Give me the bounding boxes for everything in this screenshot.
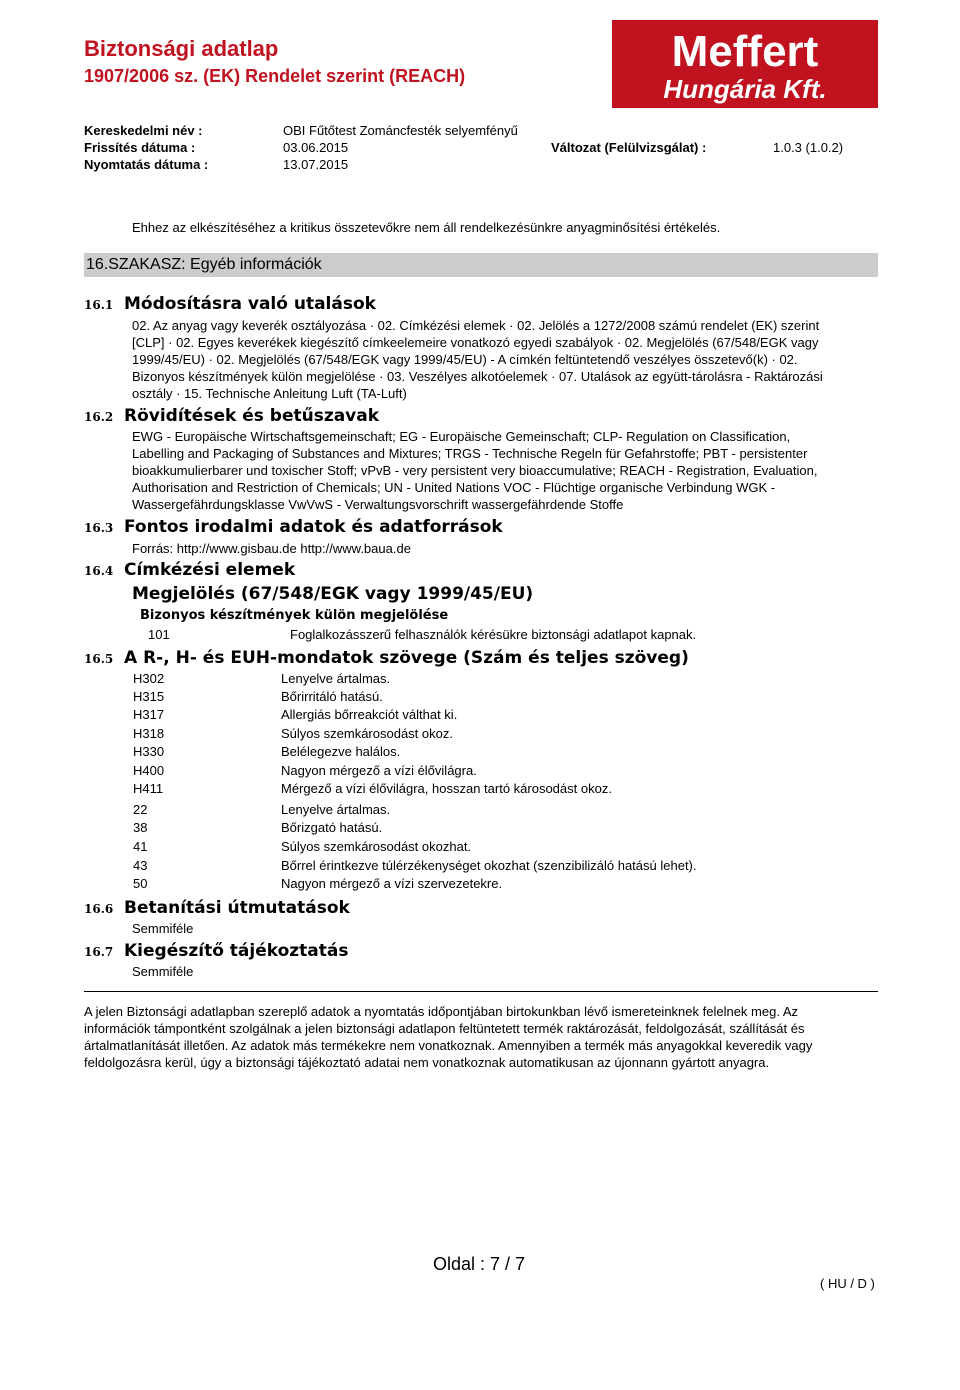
- subsection-title: Kiegészítő tájékoztatás: [124, 941, 349, 961]
- revision-date-value: 03.06.2015: [283, 140, 349, 155]
- paragraph-line: 1999/45/EU) · 02. Megjelölés (67/548/EGK vagy 1999/45/EU) - A címkén feltüntetendő veszélyes összetevő(k) · 02.: [132, 352, 798, 367]
- language-code: ( HU / D ): [820, 1276, 875, 1291]
- labelling-subsubtitle: Bizonyos készítmények külön megjelölése: [140, 608, 449, 623]
- revision-date-label: Frissítés dátuma :: [84, 140, 196, 155]
- labelling-subtitle: Megjelölés (67/548/EGK vagy 1999/45/EU): [132, 584, 534, 604]
- subsection-title: Módosításra való utalások: [124, 294, 376, 314]
- labelling-code: 101: [148, 627, 170, 642]
- r-code: 41: [133, 839, 148, 854]
- r-text: Nagyon mérgező a vízi szervezetekre.: [281, 876, 503, 891]
- subsection-title: Fontos irodalmi adatok és adatforrások: [124, 517, 503, 537]
- divider: [84, 991, 878, 992]
- h-code: H400: [133, 763, 165, 778]
- h-text: Mérgező a vízi élővilágra, hosszan tartó károsodást okoz.: [281, 781, 612, 796]
- h-code: H318: [133, 726, 165, 741]
- page-number: Oldal : 7 / 7: [433, 1254, 526, 1274]
- subsection-number: 16.7: [84, 945, 114, 959]
- paragraph-line: Wassergefährdungsklasse VwVwS - Verwaltungsvorschrift wassergefährdende Stoffe: [132, 497, 624, 512]
- print-date-label: Nyomtatás dátuma :: [84, 157, 209, 172]
- r-code: 22: [133, 802, 148, 817]
- version-value: 1.0.3 (1.0.2): [773, 140, 844, 155]
- r-text: Súlyos szemkárosodást okozhat.: [281, 839, 472, 854]
- subsection-number: 16.3: [84, 521, 114, 535]
- subsection-number: 16.1: [84, 298, 114, 312]
- h-code: H317: [133, 707, 165, 722]
- r-text: Lenyelve ártalmas.: [281, 802, 391, 817]
- intro-note: Ehhez az elkészítéséhez a kritikus összetevőkre nem áll rendelkezésünkre anyagminősítési értékelés.: [132, 220, 721, 235]
- h-text: Nagyon mérgező a vízi élővilágra.: [281, 763, 477, 778]
- h-code: H411: [133, 781, 164, 796]
- svg-text:Meffert: Meffert: [671, 27, 819, 76]
- sources-text: Forrás: http://www.gisbau.de http://www.baua.de: [132, 541, 411, 556]
- subsection-number: 16.4: [84, 564, 114, 578]
- subsection-title: Rövidítések és betűszavak: [124, 406, 380, 426]
- print-date-value: 13.07.2015: [283, 157, 349, 172]
- paragraph-line: osztály · 15. Technische Anleitung Luft (TA-Luft): [132, 386, 407, 401]
- disclaimer-line: információk támpontként szolgálnak a jelen biztonsági adatlapon feltüntetett termék raktározását, feldolgozását, szállítását és: [84, 1021, 805, 1036]
- trade-name-value: OBI Fűtőtest Zománcfesték selyemfényű: [283, 123, 518, 138]
- disclaimer-line: ártalmatlanítását illetően. Az adatok más termékekre nem vonatkoznak. Amennyiben a termék más anyagokkal keveredik vagy: [84, 1038, 813, 1053]
- r-code: 38: [133, 820, 148, 835]
- h-text: Allergiás bőrreakciót válthat ki.: [281, 707, 458, 722]
- document-title: Biztonsági adatlap: [84, 36, 279, 61]
- disclaimer-line: feldolgozásra kerül, úgy a biztonsági tájékoztató adatai nem vonatkoznak automatikusan az újonnann gyártott anyagra.: [84, 1055, 770, 1070]
- r-code: 43: [133, 858, 148, 873]
- paragraph-line: Authorisation and Restriction of Chemicals; UN - United Nations VOC - Flüchtige organische Verbindung WGK -: [132, 480, 776, 495]
- h-code: H302: [133, 671, 165, 686]
- subsection-number: 16.2: [84, 410, 114, 424]
- version-label: Változat (Felülvizsgálat) :: [551, 140, 707, 155]
- h-text: Súlyos szemkárosodást okoz.: [281, 726, 453, 741]
- paragraph-line: Bizonyos készítmények külön megjelölése · 03. Veszélyes alkotóelemek · 07. Utalások az együtt-tárolásra - Raktározási: [132, 369, 823, 384]
- subsection-title: A R-, H- és EUH-mondatok szövege (Szám és teljes szöveg): [124, 648, 689, 668]
- h-text: Lenyelve ártalmas.: [281, 671, 391, 686]
- r-code: 50: [133, 876, 148, 891]
- h-text: Belélegezve halálos.: [281, 744, 401, 759]
- paragraph-line: Labelling and Packaging of Substances and Mixtures; TRGS - Technische Regeln für Gefahrstoffe; PBT - persistenter: [132, 446, 808, 461]
- paragraph-line: EWG - Europäische Wirtschaftsgemeinschaft; EG - Europäische Gemeinschaft; CLP- Regulation on Classification,: [132, 429, 791, 444]
- subsection-title: Címkézési elemek: [124, 560, 296, 580]
- h-text: Bőrirritáló hatású.: [281, 689, 383, 704]
- additional-info-text: Semmiféle: [132, 964, 194, 979]
- section-title: 16.SZAKASZ: Egyéb információk: [86, 256, 322, 273]
- h-code: H330: [133, 744, 165, 759]
- training-text: Semmiféle: [132, 921, 194, 936]
- paragraph-line: bioakkumulierbarer und toxischer Stoff; vPvB - very persistent very bioaccumulative; REACH - Registration, Evaluation,: [132, 463, 818, 478]
- company-logo: [612, 20, 878, 108]
- h-code: H315: [133, 689, 165, 704]
- labelling-text: Foglalkozásszerű felhasználók kérésükre biztonsági adatlapot kapnak.: [290, 627, 697, 642]
- disclaimer-line: A jelen Biztonsági adatlapban szereplő adatok a nyomtatás időpontjában birtokunkban lévő ismereteinknek felelnek meg. Az: [84, 1004, 799, 1019]
- subsection-number: 16.6: [84, 902, 114, 916]
- paragraph-line: 02. Az anyag vagy keverék osztályozása · 02. Címkézési elemek · 02. Jelölés a 1272/2008 számú rendelet (EK) szerint: [132, 318, 820, 333]
- subsection-title: Betanítási útmutatások: [124, 898, 350, 918]
- r-text: Bőrrel érintkezve túlérzékenységet okozhat (szenzibilizáló hatású lehet).: [281, 858, 697, 873]
- paragraph-line: [CLP] · 02. Egyes keverékek kiegészítő címkeelemeire vonatkozó egyedi szabályok · 02. Megjelölés (67/548/EGK vagy: [132, 335, 819, 350]
- svg-text:Hungária Kft.: Hungária Kft.: [663, 74, 827, 104]
- trade-name-label: Kereskedelmi név :: [84, 123, 203, 138]
- r-text: Bőrizgató hatású.: [281, 820, 383, 835]
- subsection-number: 16.5: [84, 652, 114, 666]
- regulation-subtitle: 1907/2006 sz. (EK) Rendelet szerint (REACH): [84, 66, 466, 86]
